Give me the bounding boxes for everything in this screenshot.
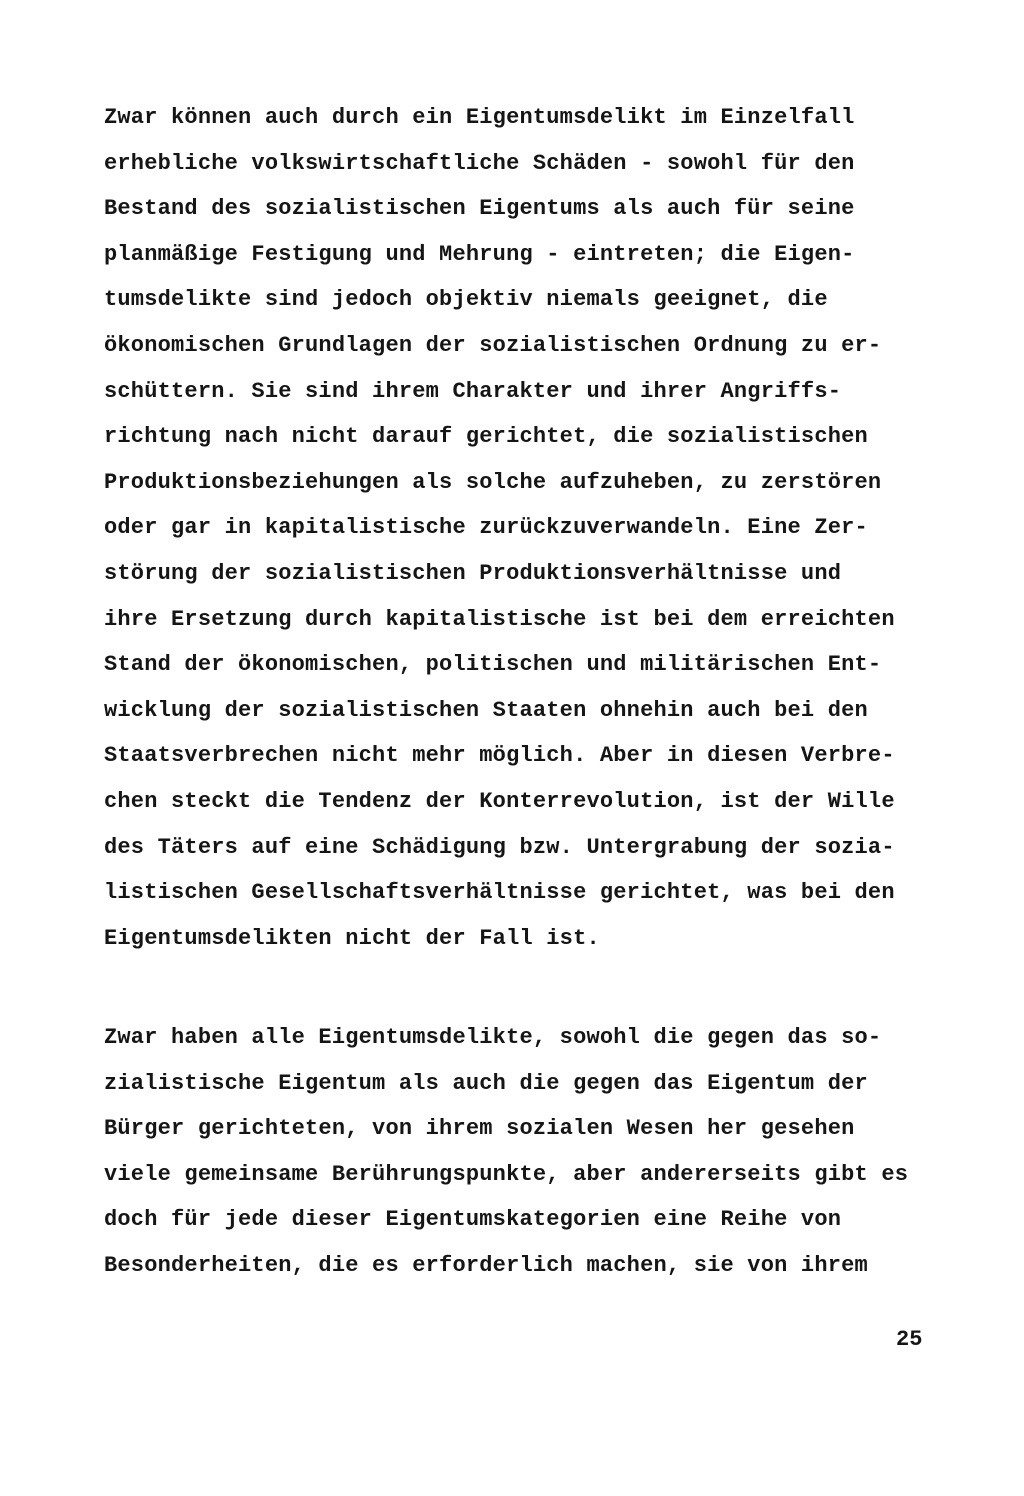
text-line: erhebliche volkswirtschaftliche Schäden - sowohl für den [104, 150, 855, 176]
text-line: Zwar können auch durch ein Eigentumsdelikt im Einzelfall [104, 105, 855, 130]
text-line: Bürger gerichteten, von ihrem sozialen Wesen her gesehen [104, 1116, 855, 1142]
text-line: Zwar haben alle Eigentumsdelikte, sowohl die gegen das so- [104, 1025, 882, 1050]
text-line: Stand der ökonomischen, politischen und militärischen Ent- [104, 652, 882, 678]
text-line: ihre Ersetzung durch kapitalistische ist bei dem erreichten [104, 606, 895, 632]
text-line: chen steckt die Tendenz der Konterrevolution, ist der Wille [104, 788, 895, 814]
text-line: störung der sozialistischen Produktionsverhältnisse und [104, 560, 842, 586]
paragraph-1 [104, 100, 895, 966]
text-line: Produktionsbeziehungen als solche aufzuheben, zu zerstören [104, 469, 882, 495]
text-line: oder gar in kapitalistische zurückzuverwandeln. Eine Zer- [104, 515, 868, 541]
text-line: Staatsverbrechen nicht mehr möglich. Aber in diesen Verbre- [104, 743, 895, 769]
text-line: des Täters auf eine Schädigung bzw. Untergrabung der sozia- [104, 834, 895, 860]
text-line: Bestand des sozialistischen Eigentums als auch für seine [104, 196, 855, 222]
text-line: ökonomischen Grundlagen der sozialistischen Ordnung zu er- [104, 332, 882, 358]
text-line: schüttern. Sie sind ihrem Charakter und ihrer Angriffs- [104, 378, 842, 404]
text-line: Eigentumsdelikten nicht der Fall ist. [104, 925, 600, 951]
page-number: 25 [896, 1327, 923, 1352]
text-line: Besonderheiten, die es erforderlich machen, sie von ihrem [104, 1252, 868, 1278]
text-line: richtung nach nicht darauf gerichtet, die sozialistischen [104, 424, 868, 450]
text-line: doch für jede dieser Eigentumskategorien eine Reihe von [104, 1207, 842, 1233]
text-line: viele gemeinsame Berührungspunkte, aber andererseits gibt es [104, 1161, 909, 1187]
paragraph-2 [104, 1020, 908, 1294]
text-line: listischen Gesellschaftsverhältnisse gerichtet, was bei den [104, 880, 895, 906]
text-line: planmäßige Festigung und Mehrung - eintreten; die Eigen- [104, 241, 855, 267]
text-line: wicklung der sozialistischen Staaten ohnehin auch bei den [104, 697, 868, 723]
text-line: tumsdelikte sind jedoch objektiv niemals geeignet, die [104, 287, 828, 313]
text-line: zialistische Eigentum als auch die gegen das Eigentum der [104, 1070, 868, 1096]
